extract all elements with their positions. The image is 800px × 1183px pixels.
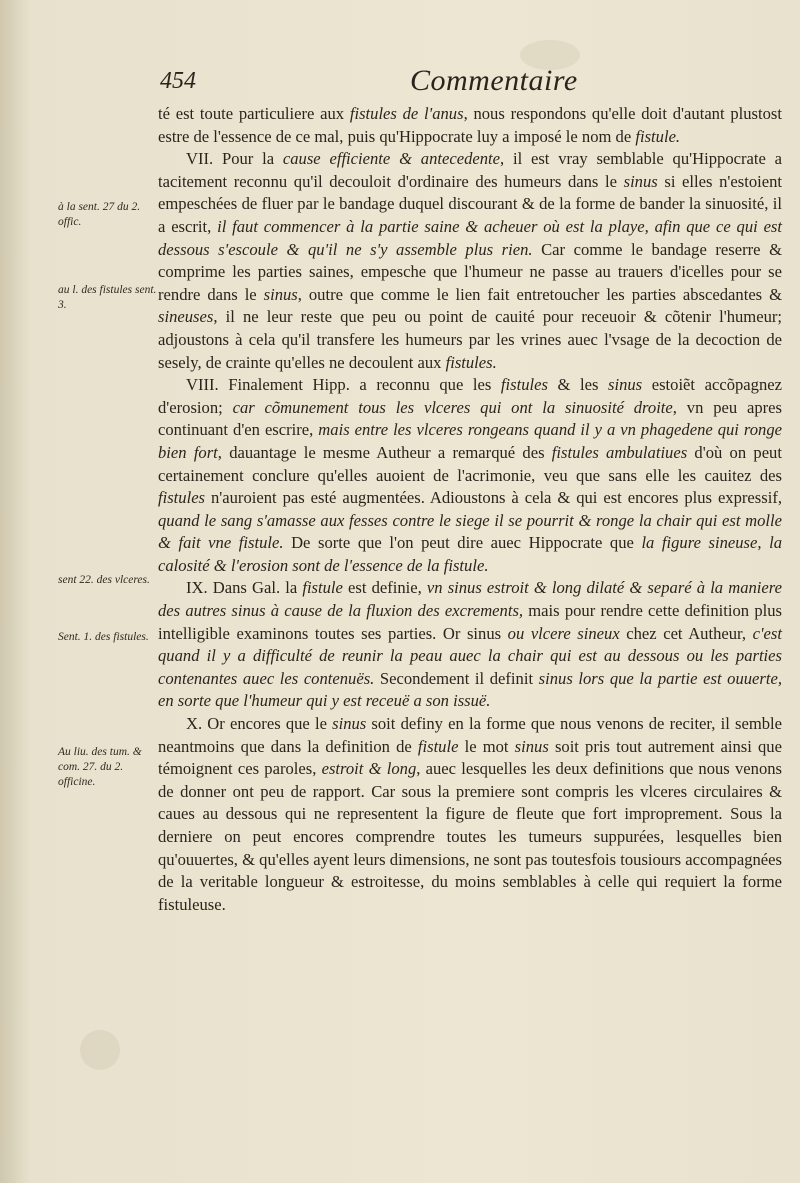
italic-text-run: sinus [263, 284, 298, 304]
italic-text-run: estroit & long [321, 759, 417, 779]
text-run: n'auroient pas esté augmentées. Adioustons à cela & qui est encores plus expressif, [205, 488, 782, 508]
body-text [158, 103, 782, 916]
italic-text-run: vn sinus estroit & long dilaté & separé à la maniere des autres sinus à cause de la fluxion des excrements, [158, 578, 782, 621]
italic-text-run: sinus [623, 171, 658, 191]
text-run: est definie, [342, 578, 427, 598]
text-run: mais pour rendre cette definition plus intelligible examinons toutes ses parties. Or sinus [158, 601, 782, 643]
paragraph-x [158, 713, 782, 916]
text-run: , auec lesquelles les deux definitions que nous venons de donner ont peu de rapport. Car sous la premiere sont compris les vlceres circulaires & caues au dessous qui ne representent la figure de fleute que fort improprement. Sous la derniere on peut encores comprendre toutes les tumeurs suppurées, lesquelles bien qu'ouuertes, & qu'elles ayent leurs dimensions, ne sont pas toutesfois tousiours accompagnées de la veritable longueur & estroitesse, du moins semblables à celle qui requiert la forme fistuleuse. [158, 759, 783, 914]
paragraph-vii [158, 148, 782, 374]
text-run: , il ne leur reste que peu ou point de cauité pour receuoir & cõtenir l'humeur; adjoustons à cela qu'il transfere les humeurs par les vrines auec l'vsage de la decoction de sesely, de crainte qu'elles ne decoulent aux [158, 307, 782, 372]
italic-text-run: sinus lors que la partie est ouuerte, en sorte que l'humeur qui y est receuë a son issuë. [158, 668, 782, 711]
text-run: estoiẽt accõpagnez d'erosion; [158, 375, 782, 417]
italic-text-run: mais entre les vlceres rongeans quand il y a vn phagedene qui ronge bien fort [158, 420, 782, 462]
text-run: d'où on peut certainement conclure qu'elles auoient de l'acrimonie, veu que sans elle les cauitez des [158, 442, 782, 485]
margin-note: à la sent. 27 du 2. offic. [58, 201, 141, 228]
margin-note: au l. des fistules sent. 3. [58, 284, 157, 311]
italic-text-run: fistules. [445, 352, 497, 372]
text-run: Car comme le bandage reserre & comprime les parties saines, empesche que l'humeur ne passe au trauers d'icelles pour se rendre dans le [158, 239, 782, 304]
italic-text-run: cause efficiente & antecedente [282, 149, 501, 169]
paper-stain [80, 1030, 120, 1070]
text-run: si elles n'estoient empeschées de fluer par le bandage duquel discourant & de la forme de bander la sinuosité, il a escrit, [158, 171, 782, 236]
text-run: , vn peu apres continuant d'en escrire, [158, 397, 782, 440]
italic-text-run: sinus [514, 736, 549, 756]
text-run: té est toute particuliere aux [158, 104, 350, 123]
italic-text-run: c'est quand il y a difficulté de reunir la peau auec la chair qui est au dessous ou les parties contenantes auec les contenuës. [158, 623, 782, 688]
text-run: soit definy en la forme que nous venons de reciter, il semble neantmoins que dans la definition de [158, 714, 782, 756]
text-run: Secondement il definit [374, 668, 539, 688]
text-run: , dauantage le mesme Autheur a remarqué des [217, 442, 552, 462]
italic-text-run: fistule [417, 736, 459, 756]
italic-text-run: fistule [302, 578, 343, 598]
text-run: & les [547, 375, 609, 395]
italic-text-run: sinus [332, 714, 367, 734]
italic-text-run: fistules [500, 375, 548, 395]
italic-text-run: ou vlcere sineux [507, 623, 620, 643]
text-run: IX. Dans Gal. la [186, 578, 303, 598]
text-run: chez cet Autheur, [619, 623, 753, 643]
italic-text-run: la figure sineuse, la calosité & l'erosion sont de l'essence de la fistule. [158, 533, 782, 575]
italic-text-run: fistules ambulatiues [551, 442, 688, 462]
paragraph-ix [158, 577, 782, 713]
paragraph-viii [158, 374, 782, 577]
text-run: le mot [458, 736, 515, 756]
text-run: X. Or encores que le [186, 714, 333, 734]
text-run: , il est vray semblable qu'Hippocrate a tacitement reconnu qu'il decouloit d'ordinaire des humeurs dans le [158, 149, 782, 191]
text-run: De sorte que l'on peut dire auec Hippocrate que [283, 533, 642, 553]
italic-text-run: sinus [608, 375, 643, 395]
margin-note: Au liu. des tum. & com. 27. du 2. officine. [58, 746, 142, 788]
italic-text-run: quand le sang s'amasse aux fesses contre le siege il se pourrit & ronge la chair qui est molle & fait vne fistule. [158, 510, 782, 553]
italic-text-run: sineuses [158, 307, 214, 327]
page-number: 454 [160, 68, 196, 94]
text-run: VIII. Finalement Hipp. a reconnu que les [186, 375, 501, 395]
italic-text-run: fistules de l'anus [349, 104, 464, 123]
text-run: soit pris tout autrement ainsi que témoignent ces paroles, [158, 736, 782, 779]
text-run: VII. Pour la [186, 149, 283, 169]
text-run: , nous respondons qu'elle doit d'autant plustost estre de l'essence de ce mal, puis qu'Hippocrate luy a imposé le nom de [158, 104, 782, 146]
running-title: Commentaire [410, 64, 578, 97]
text-run: , outre que comme le lien fait entretoucher les parties abscedantes & [297, 284, 782, 304]
italic-text-run: fistule. [635, 126, 681, 146]
margin-note: Sent. 1. des fistules. [58, 631, 149, 643]
italic-text-run: car cõmunement tous les vlceres qui ont la sinuosité droite [232, 397, 673, 417]
italic-text-run: fistules [158, 488, 206, 508]
running-head [160, 64, 780, 102]
italic-text-run: il faut commencer à la partie saine & acheuer où est la playe, afin que ce qui est dessous s'escoule & qu'il ne s'y assemble plus rien. [158, 216, 782, 259]
margin-note: sent 22. des vlceres. [58, 574, 150, 586]
paragraph-continuation [158, 103, 782, 148]
